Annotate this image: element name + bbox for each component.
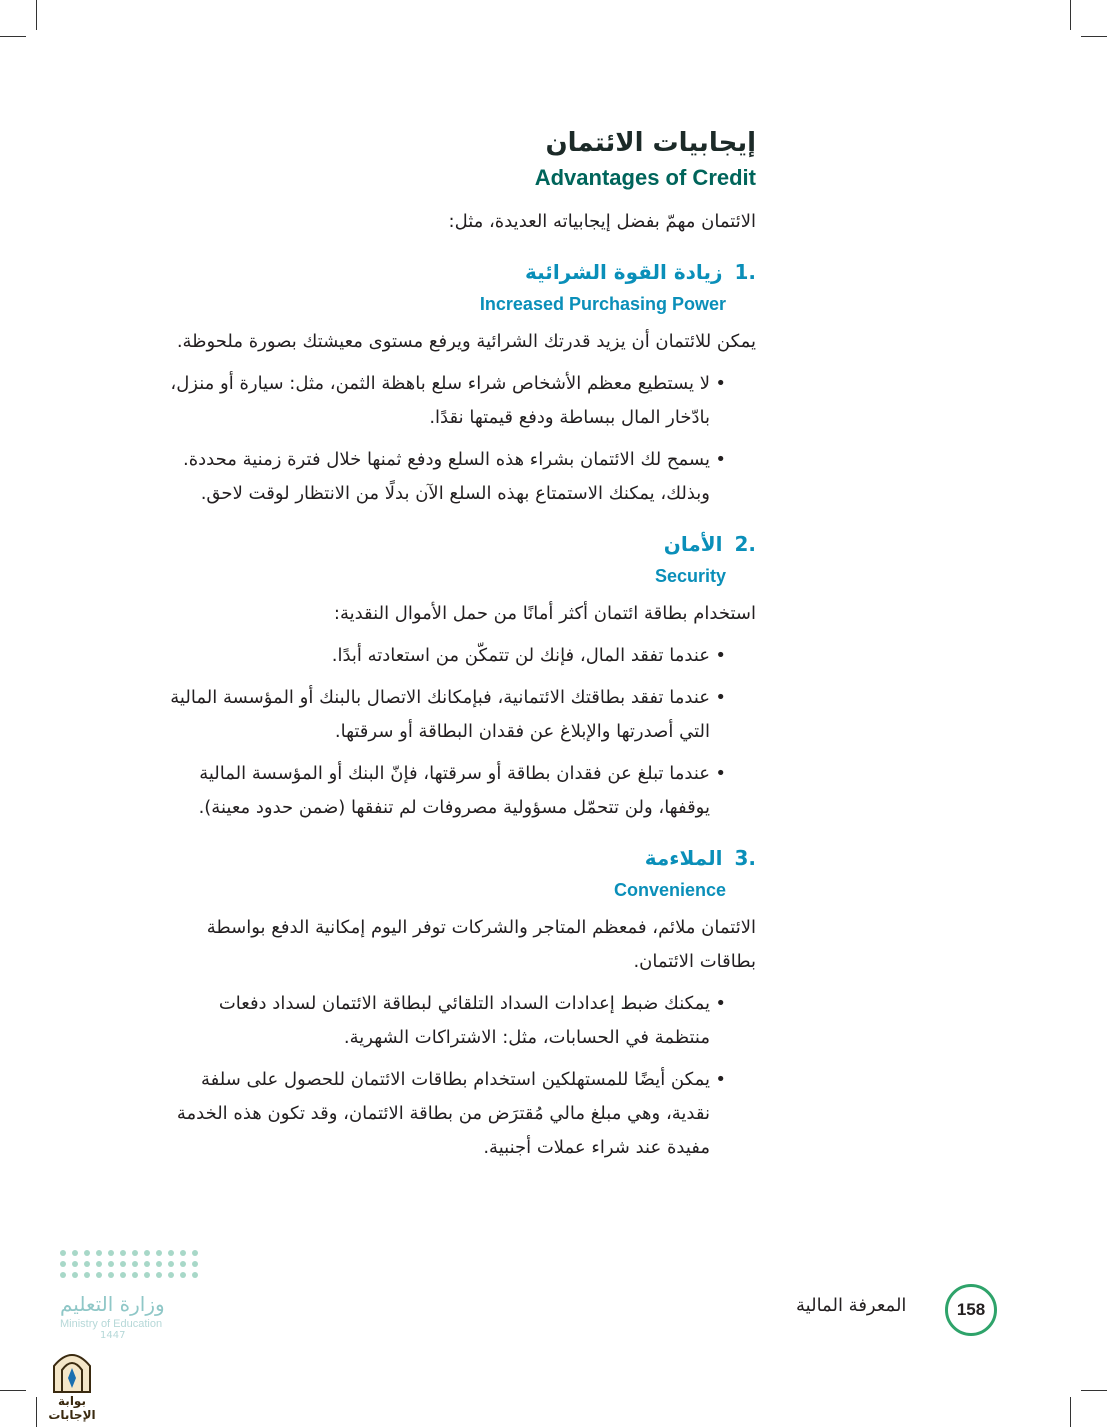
section-3-paragraph: الائتمان ملائم، فمعظم المتاجر والشركات توفر اليوم إمكانية الدفع بواسطة بطاقات الائتمان. <box>206 917 756 972</box>
section-2-paragraph: استخدام بطاقة ائتمان أكثر أمانًا من حمل الأموال النقدية: <box>333 603 756 624</box>
section-number: .3 <box>734 846 756 870</box>
section-number: .1 <box>734 260 756 284</box>
crop-mark <box>1081 1390 1107 1391</box>
ministry-name-en: Ministry of Education <box>60 1318 163 1330</box>
crop-mark <box>1070 1397 1071 1427</box>
ministry-name-ar: وزارة التعليم <box>60 1292 165 1316</box>
section-title-ar: الأمان <box>663 532 723 556</box>
crop-mark <box>0 1390 26 1391</box>
bullet-item: • يمكن أيضًا للمستهلكين استخدام بطاقات الائتمان للحصول على سلفة نقدية، وهي مبلغ مالي مُقترَض من بطاقة الائتمان، وقد تكون هذه الخدمة مفيدة عند شراء عملات أجنبية. <box>160 1063 756 1165</box>
section-2-title-en: Security <box>654 566 726 586</box>
section-2-title <box>160 529 756 559</box>
section-1-paragraph: يمكن للائتمان أن يزيد قدرتك الشرائية ويرفع مستوى معيشتك بصورة ملحوظة. <box>176 331 756 352</box>
ministry-year: 1447 <box>100 1330 126 1341</box>
ministry-logo <box>60 1250 200 1341</box>
page-title-en: Advantages of Credit <box>534 165 756 190</box>
crop-mark <box>0 36 26 37</box>
section-number: .2 <box>734 532 756 556</box>
bullet-item: • يسمح لك الائتمان بشراء هذه السلع ودفع ثمنها خلال فترة زمنية محددة. وبذلك، يمكنك الاستمتاع بهذه السلع الآن بدلًا من الانتظار لوقت لاحق. <box>160 443 756 511</box>
crop-mark <box>1081 36 1107 37</box>
page-number: 158 <box>945 1284 997 1336</box>
section-3-title <box>160 843 756 873</box>
crop-mark <box>36 0 37 30</box>
bullet-item: • يمكنك ضبط إعدادات السداد التلقائي لبطاقة الائتمان لسداد دفعات منتظمة في الحسابات، مثل: الاشتراكات الشهرية. <box>160 987 756 1055</box>
gate-label: بوابة الإجابات <box>48 1394 96 1422</box>
bullet-item: • عندما تبلغ عن فقدان بطاقة أو سرقتها، فإنّ البنك أو المؤسسة المالية يوقفها، ولن تتحمّل مسؤولية مصروفات لم تنفقها (ضمن حدود معينة). <box>160 757 756 825</box>
section-3-title-en: Convenience <box>613 880 726 900</box>
section-2-bullets <box>160 639 756 825</box>
gate-icon <box>50 1348 94 1394</box>
intro-paragraph: الائتمان مهمّ بفضل إيجابياته العديدة، مثل: <box>448 211 756 232</box>
bullet-item: • عندما تفقد بطاقتك الائتمانية، فبإمكانك الاتصال بالبنك أو المؤسسة المالية التي أصدرتها والإبلاغ عن فقدان البطاقة أو سرقتها. <box>160 681 756 749</box>
crop-mark <box>1070 0 1071 30</box>
bullet-item: • لا يستطيع معظم الأشخاص شراء سلع باهظة الثمن، مثل: سيارة أو منزل، بادّخار المال ببساطة ودفع قيمتها نقدًا. <box>160 367 756 435</box>
section-3-bullets <box>160 987 756 1165</box>
answers-gate-logo <box>34 1348 110 1422</box>
section-title-ar: الملاءمة <box>644 846 723 870</box>
section-title-ar: زيادة القوة الشرائية <box>525 260 723 284</box>
book-title: المعرفة المالية <box>796 1295 907 1316</box>
bullet-item: • عندما تفقد المال، فإنك لن تتمكّن من استعادته أبدًا. <box>160 639 756 673</box>
page-title-ar: إيجابيات الائتمان <box>545 128 756 158</box>
section-1-title <box>160 257 756 287</box>
page-content <box>160 125 756 1165</box>
section-1-bullets <box>160 367 756 511</box>
ministry-dots-icon <box>60 1250 200 1278</box>
section-1-title-en: Increased Purchasing Power <box>479 294 726 314</box>
